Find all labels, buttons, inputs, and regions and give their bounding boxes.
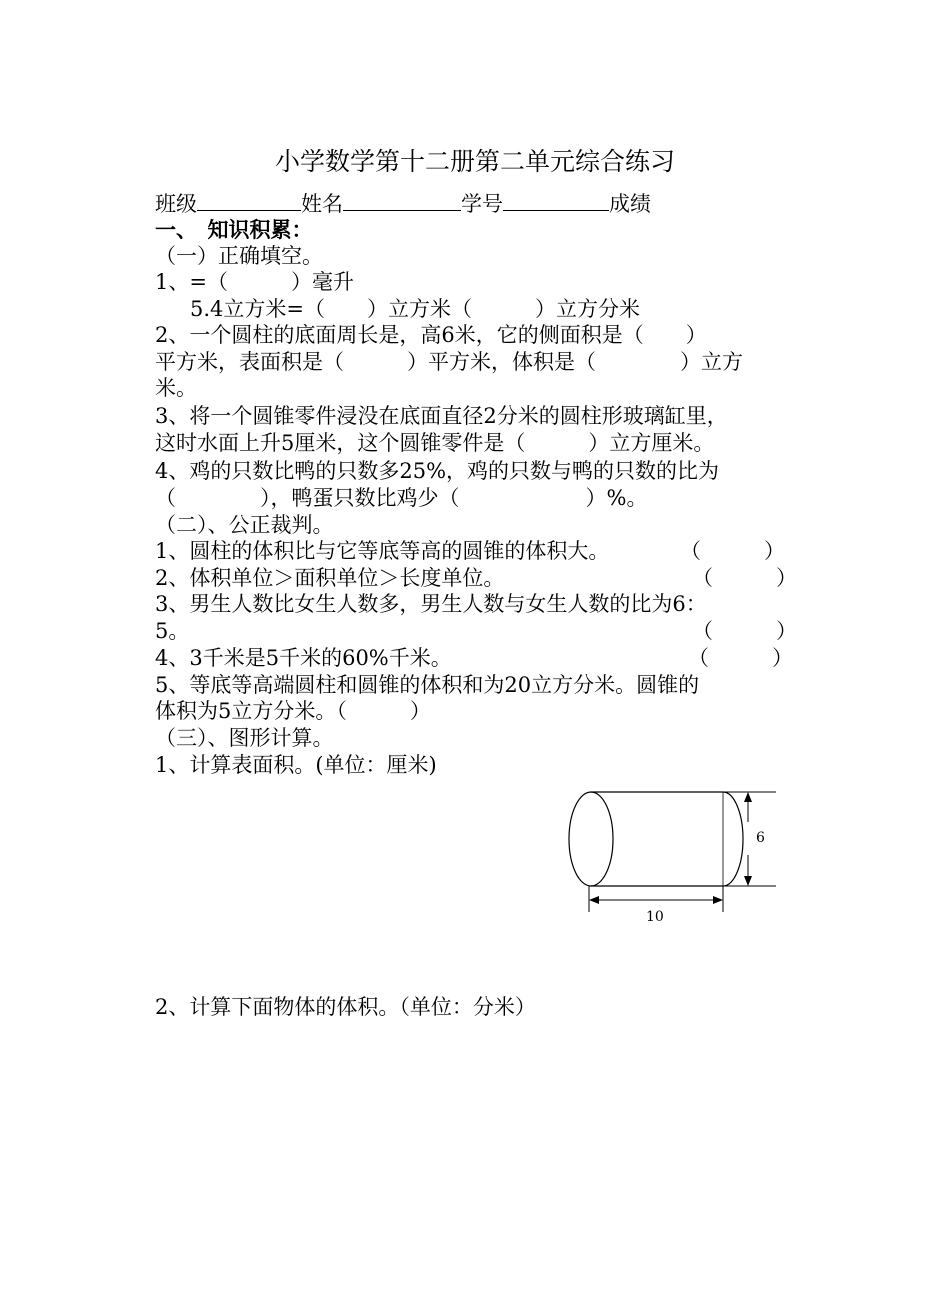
question-text: 3、将一个圆锥零件浸没在底面直径2分米的圆柱形玻璃缸里， [155, 404, 728, 428]
question-text: 1、=（ ）毫升 [155, 270, 354, 294]
judge-question: 5。 [155, 619, 190, 643]
judge-answer-paren: （ ） [692, 619, 797, 643]
student-info-row [155, 190, 651, 217]
name-blank [343, 190, 461, 211]
judge-question: 5、等底等高端圆柱和圆锥的体积和为20立方分米。圆锥的 [155, 673, 700, 697]
judge-question: 体积为5立方分米。（ ） [155, 699, 431, 723]
arrow-head-left [589, 896, 599, 904]
height-label: 6 [756, 830, 765, 846]
question-text: （ ），鸭蛋只数比鸡少（ ）%。 [155, 486, 648, 510]
question-text: 2、一个圆柱的底面周长是，高6米，它的侧面积是（ ） [155, 323, 707, 347]
number-label: 学号 [461, 192, 503, 216]
question-text: 2、计算下面物体的体积。（单位：分米） [155, 995, 536, 1019]
question-text: 米。 [155, 376, 197, 400]
judge-question: 4、3千米是5千米的60%千米。 [155, 646, 452, 670]
judge-answer-paren: （ ） [688, 646, 793, 670]
judge-question: 3、男生人数比女生人数多，男生人数与女生人数的比为6： [155, 592, 707, 616]
cylinder-left-end [569, 792, 613, 886]
part2-title: （二）、公正裁判。 [155, 513, 334, 537]
page-title: 小学数学第十二册第二单元综合练习 [274, 147, 675, 176]
question-text: 1、计算表面积。(单位：厘米) [155, 753, 437, 777]
cylinder-figure [560, 782, 790, 932]
question-text: 平方米，表面积是（ ）平方米，体积是（ ）立方 [155, 350, 743, 374]
question-text: 4、鸡的只数比鸭的只数多25%，鸡的只数与鸭的只数的比为 [155, 459, 720, 483]
number-blank [503, 190, 609, 211]
judge-answer-paren: （ ） [692, 566, 797, 590]
judge-answer-paren: （ ） [680, 539, 785, 563]
length-label: 10 [646, 909, 664, 925]
class-blank [197, 190, 301, 211]
cylinder-right-end [723, 792, 743, 886]
arrow-head-up [744, 792, 752, 802]
section-title: 一、 知识积累： [155, 217, 313, 242]
question-text: 5.4立方米=（ ）立方米（ ）立方分米 [190, 297, 640, 321]
arrow-head-right [713, 896, 723, 904]
part1-title: （一）正确填空。 [155, 244, 323, 268]
arrow-head-down [744, 876, 752, 886]
score-label: 成绩 [609, 192, 651, 216]
judge-question: 1、圆柱的体积比与它等底等高的圆锥的体积大。 [155, 539, 610, 563]
class-label: 班级 [155, 192, 197, 216]
name-label: 姓名 [301, 192, 343, 216]
question-text: 这时水面上升5厘米，这个圆锥零件是（ ）立方厘米。 [155, 431, 715, 455]
part3-title: （三）、图形计算。 [155, 726, 334, 750]
judge-question: 2、体积单位＞面积单位＞长度单位。 [155, 566, 505, 590]
